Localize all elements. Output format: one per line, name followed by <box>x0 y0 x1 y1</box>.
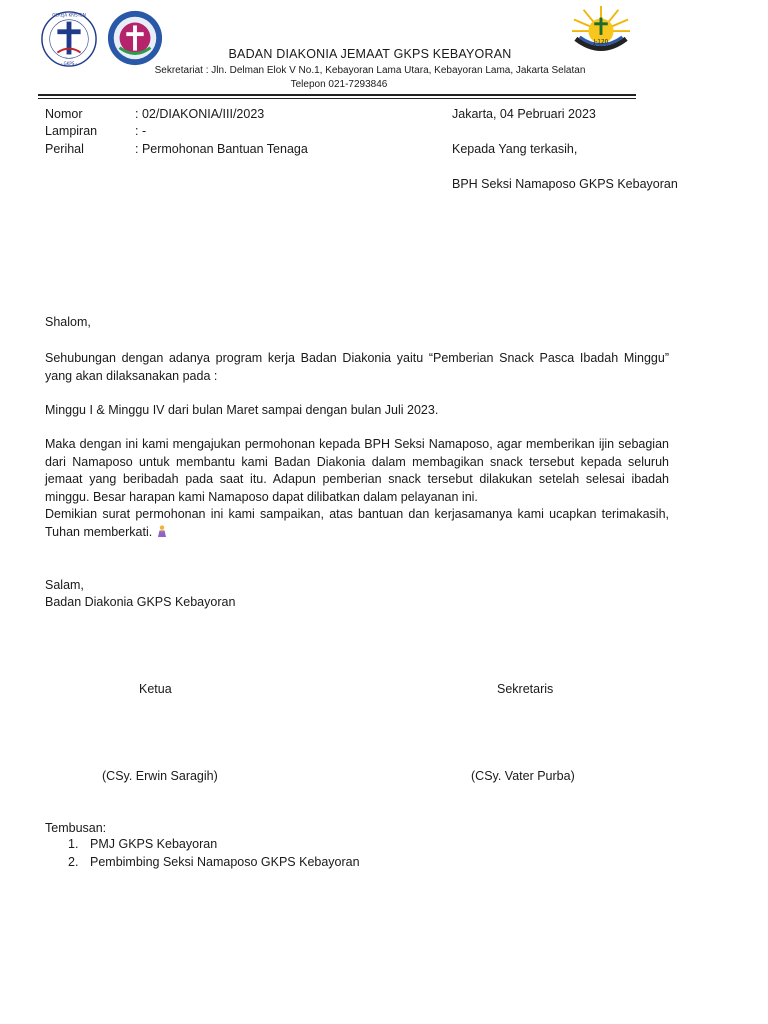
signature-role-sekretaris: Sekretaris <box>497 682 554 696</box>
signature-role-ketua: Ketua <box>139 682 172 696</box>
signature-name-ketua: (CSy. Erwin Saragih) <box>102 769 218 783</box>
closing-salam: Salam, <box>45 578 84 592</box>
praying-hands-icon <box>156 525 168 538</box>
letterhead-rule-thick <box>38 94 636 96</box>
cc-item-text: Pembimbing Seksi Namaposo GKPS Kebayoran <box>90 854 360 869</box>
signature-name-sekretaris: (CSy. Vater Purba) <box>471 769 575 783</box>
cc-list <box>45 836 360 871</box>
letterhead-rule-thin <box>38 98 636 99</box>
recipient-name: BPH Seksi Namaposo GKPS Kebayoran <box>452 177 678 191</box>
cc-item <box>45 836 360 854</box>
org-name: BADAN DIAKONIA JEMAAT GKPS KEBAYORAN <box>228 47 512 61</box>
lampiran-value: : - <box>135 124 147 138</box>
svg-text:GEREJA KRISTEN: GEREJA KRISTEN <box>52 12 86 18</box>
nomor-value: : 02/DIAKONIA/III/2023 <box>135 107 265 121</box>
paragraph-closing-wrap <box>45 506 669 541</box>
cc-item-number: 2. <box>68 854 79 869</box>
paragraph-request: Maka dengan ini kami mengajukan permohonan kepada BPH Seksi Namaposo, agar memberikan ijin sebagian dari Namaposo untuk membantu kami Badan Diakonia dalam membagikan snack tersebut kepada seluruh jemaat yang beribadah pada saat itu. Adapun pemberian snack tersebut dilakukan setelah selesai ibadah minggu. Besar harapan kami Namaposo dapat dilibatkan dalam pelayanan ini. <box>45 437 669 504</box>
org-address: Sekretariat : Jln. Delman Elok V No.1, Kebayoran Lama Utara, Kebayoran Lama, Jakarta Selatan <box>154 65 586 76</box>
logo-badge-text: J-120 <box>593 39 609 46</box>
perihal-value: : Permohonan Bantuan Tenaga <box>135 142 308 156</box>
letter-date: Jakarta, 04 Pebruari 2023 <box>452 107 596 121</box>
closing-org: Badan Diakonia GKPS Kebayoran <box>45 595 236 609</box>
greeting: Shalom, <box>45 315 91 329</box>
org-phone: Telepon 021-7293846 <box>290 79 388 90</box>
paragraph-schedule: Minggu I & Minggu IV dari bulan Maret sampai dengan bulan Juli 2023. <box>45 403 439 417</box>
cc-item-number: 1. <box>68 837 79 851</box>
paragraph-program: Sehubungan dengan adanya program kerja Badan Diakonia yaitu “Pemberian Snack Pasca Ibadah Minggu” yang akan dilaksanakan pada : <box>45 351 669 383</box>
nomor-label: Nomor <box>45 107 83 121</box>
svg-text:- GKPS -: - GKPS - <box>60 61 78 67</box>
perihal-label: Perihal <box>45 142 84 156</box>
cc-item <box>45 854 360 872</box>
cc-item-text: PMJ GKPS Kebayoran <box>90 837 218 851</box>
paragraph-closing: Demikian surat permohonan ini kami sampaikan, atas bantuan dan kerjasamanya kami ucapkan terimakasih, Tuhan memberkati. <box>45 507 669 539</box>
lampiran-label: Lampiran <box>45 124 98 138</box>
cc-label: Tembusan: <box>45 821 107 835</box>
recipient-salutation: Kepada Yang terkasih, <box>452 142 578 156</box>
